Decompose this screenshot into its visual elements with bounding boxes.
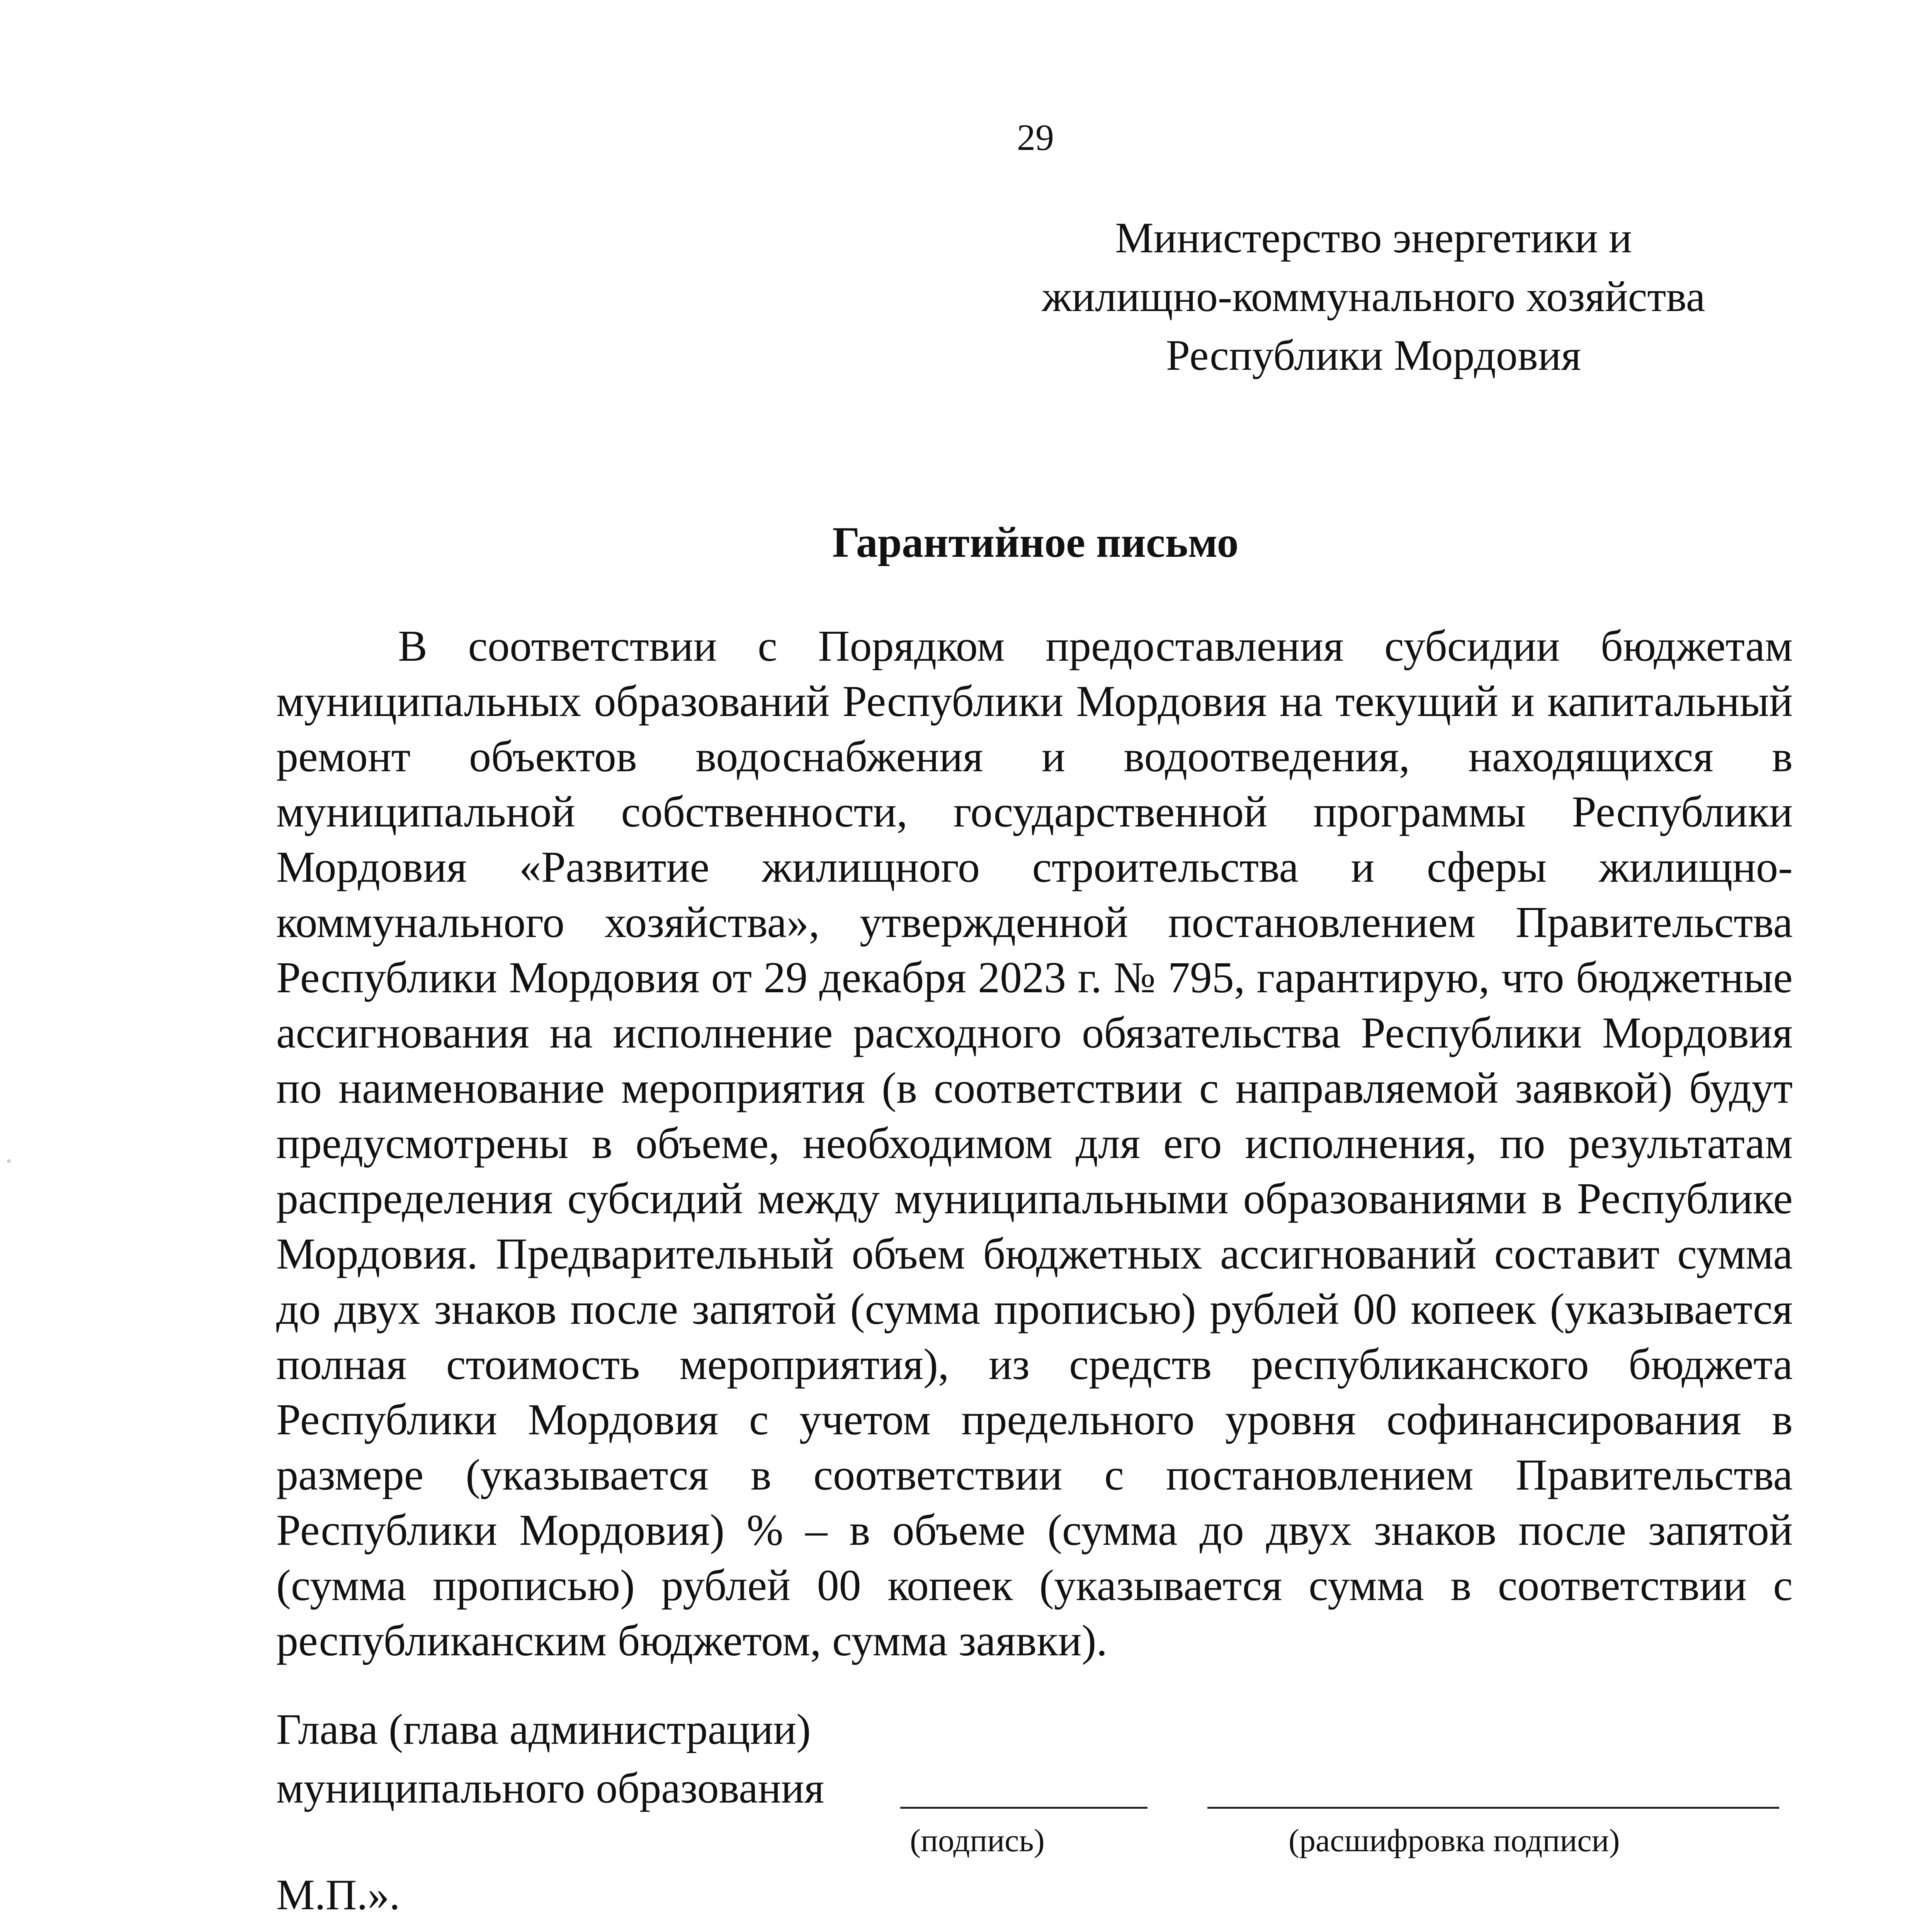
addressee-block	[997, 209, 1750, 385]
scan-artifact	[7, 1159, 11, 1163]
guarantee-paragraph: В соответствии с Порядком предоставления субсидии бюджетам муниципальных образований Республики Мордовия на текущий и капитальный ремонт объектов водоснабжения и водоотведения, находящихся в муниципальной собственности, государственной программы Республики Мордовия «Развитие жилищного строительства и сферы жилищно-коммунального хозяйства», утвержденной постановлением Правительства Республики Мордовия от 29 декабря 2023 г. № 795, гарантирую, что бюджетные ассигнования на исполнение расходного обязательства Республики Мордовия по наименование мероприятия (в соответствии с направляемой заявкой) будут предусмотрены в объеме, необходимом для его исполнения, по результатам распределения субсидий между муниципальными образованиями в Республике Мордовия. Предварительный объем бюджетных ассигнований составит сумма до двух знаков после запятой (сумма прописью) рублей 00 копеек (указывается полная стоимость мероприятия), из средств республиканского бюджета Республики Мордовия с учетом предельного уровня софинансирования в размере (указывается в соответствии с постановлением Правительства Республики Мордовия) % – в объеме (сумма до двух знаков после запятой (сумма прописью) рублей 00 копеек (указывается сумма в соответствии с республиканским бюджетом, сумма заявки).	[276, 621, 1793, 1665]
signatory-label	[276, 1700, 824, 1818]
signature-line	[900, 1807, 1148, 1809]
letter-title: Гарантийное письмо	[832, 519, 1239, 566]
addressee-line: Республики Мордовия	[1166, 332, 1581, 379]
page-number: 29	[1017, 117, 1054, 158]
signatory-label-line: Глава (глава администрации)	[276, 1706, 811, 1753]
stamp-place: М.П.».	[276, 1871, 400, 1919]
signature-decryption-caption: (расшифровка подписи)	[1289, 1823, 1620, 1859]
signature-decryption-line	[1207, 1807, 1779, 1809]
addressee-line: жилищно-коммунального хозяйства	[1042, 273, 1705, 321]
signature-caption: (подпись)	[910, 1823, 1045, 1859]
addressee-line: Министерство энергетики и	[1115, 214, 1632, 262]
signatory-label-line: муниципального образования	[276, 1764, 824, 1812]
